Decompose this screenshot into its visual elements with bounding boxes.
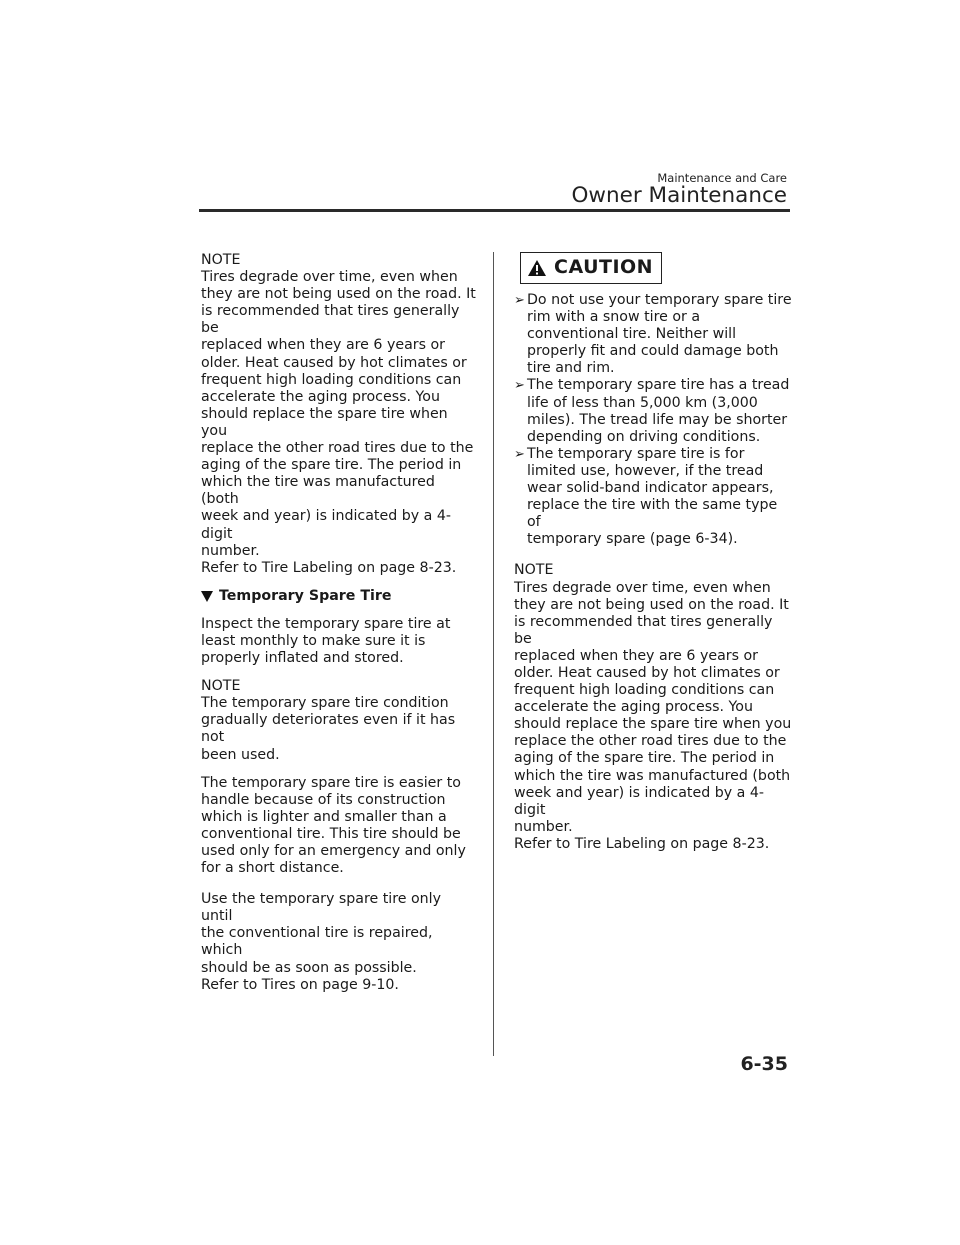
note-label: NOTE — [201, 678, 241, 695]
page-title: Owner Maintenance — [571, 183, 787, 208]
text-line: The temporary spare tire is for — [527, 445, 745, 462]
text-line: been used. — [201, 746, 280, 763]
text-line: Inspect the temporary spare tire at — [201, 615, 451, 632]
caution-label: CAUTION — [554, 256, 654, 279]
note-text — [514, 580, 793, 854]
text-line: replaced when they are 6 years or — [514, 647, 759, 664]
arrow-bullet-icon: ➢ — [514, 446, 525, 462]
note-label: NOTE — [514, 562, 554, 579]
text-line: replace the tire with the same type of — [527, 497, 778, 531]
text-line: wear solid-band indicator appears, — [527, 480, 774, 497]
text-line: they are not being used on the road. It — [201, 286, 476, 303]
text-line: aging of the spare tire. The period in — [201, 457, 462, 474]
text-line: older. Heat caused by hot climates or — [201, 354, 467, 371]
text-line: properly fit and could damage both — [527, 343, 779, 360]
text-line: aging of the spare tire. The period in — [514, 750, 775, 767]
cross-reference-link[interactable]: Refer to Tire Labeling on page 8-23. — [201, 559, 457, 576]
text-line: accelerate the aging process. You — [201, 388, 440, 405]
text-line: replace the other road tires due to the — [201, 440, 474, 457]
note-text — [201, 269, 476, 577]
text-line: for a short distance. — [201, 860, 344, 877]
text-line: number. — [514, 818, 573, 835]
text-line: Tires degrade over time, even when — [514, 579, 771, 596]
text-line: is recommended that tires generally be — [201, 303, 460, 337]
cross-reference-link[interactable]: Refer to Tire Labeling on page 8-23. — [514, 835, 770, 852]
list-item — [514, 292, 793, 377]
text-line: properly inflated and stored. — [201, 650, 404, 667]
text-line: Tires degrade over time, even when — [201, 269, 458, 286]
text-line: should replace the spare tire when you — [201, 405, 448, 439]
text-line: least monthly to make sure it is — [201, 632, 426, 649]
text-line: handle because of its construction — [201, 791, 446, 808]
warning-icon — [527, 259, 547, 277]
triangle-down-icon — [201, 591, 213, 602]
caution-list — [514, 292, 793, 548]
text-line: The temporary spare tire is easier to — [201, 774, 461, 791]
header-rule — [199, 209, 790, 212]
left-column — [201, 252, 476, 994]
text-line: accelerate the aging process. You — [514, 699, 753, 716]
text-line: replace the other road tires due to the — [514, 733, 787, 750]
note-text — [201, 695, 476, 763]
text-line: which the tire was manufactured (both — [201, 474, 435, 508]
paragraph — [201, 616, 476, 667]
text-line: number. — [201, 542, 260, 559]
text-line: used only for an emergency and only — [201, 843, 466, 859]
arrow-bullet-icon: ➢ — [514, 293, 525, 308]
text-line: The temporary spare tire condition — [201, 695, 449, 712]
subheading-text: Temporary Spare Tire — [219, 587, 392, 604]
subheading — [201, 588, 476, 605]
text-line: week and year) is indicated by a 4-digit — [201, 508, 451, 542]
text-line: Use the temporary spare tire only until — [201, 891, 441, 925]
paragraph — [201, 775, 476, 878]
note-label: NOTE — [201, 252, 241, 268]
cross-reference-link[interactable]: Refer to Tires on page 9-10. — [201, 976, 399, 993]
text-line: frequent high loading conditions can — [201, 371, 462, 388]
text-line: week and year) is indicated by a 4-digit — [514, 784, 764, 818]
list-item — [514, 446, 793, 549]
text-line: the conventional tire is repaired, which — [201, 925, 433, 959]
text-line: tire and rim. — [527, 360, 615, 377]
text-line: gradually deteriorates even if it has not — [201, 712, 456, 746]
paragraph — [201, 891, 476, 994]
right-column — [514, 252, 793, 853]
text-line: conventional tire. Neither will — [527, 326, 737, 343]
caution-banner — [520, 252, 662, 284]
arrow-bullet-icon: ➢ — [514, 378, 525, 394]
text-line: Do not use your temporary spare tire — [527, 292, 792, 308]
column-divider — [493, 252, 494, 1056]
text-line: should be as soon as possible. — [201, 959, 417, 976]
text-line: which is lighter and smaller than a — [201, 808, 447, 825]
page-number: 6-35 — [740, 1053, 788, 1075]
text-line: they are not being used on the road. It — [514, 596, 789, 613]
text-line: older. Heat caused by hot climates or — [514, 664, 780, 681]
text-line: which the tire was manufactured (both — [514, 767, 791, 784]
text-line: limited use, however, if the tread — [527, 462, 764, 479]
text-line: frequent high loading conditions can — [514, 682, 775, 699]
cross-reference-link[interactable]: temporary spare (page 6-34). — [527, 531, 738, 548]
text-line: miles). The tread life may be shorter — [527, 411, 788, 428]
text-line: rim with a snow tire or a — [527, 309, 701, 326]
text-line: The temporary spare tire has a tread — [527, 377, 790, 394]
list-item — [514, 377, 793, 445]
text-line: should replace the spare tire when you — [514, 716, 792, 733]
text-line: is recommended that tires generally be — [514, 613, 773, 647]
text-line: replaced when they are 6 years or — [201, 337, 446, 354]
text-line: life of less than 5,000 km (3,000 — [527, 394, 758, 411]
section-label: Maintenance and Care — [657, 171, 787, 185]
text-line: depending on driving conditions. — [527, 428, 761, 445]
text-line: conventional tire. This tire should be — [201, 825, 461, 842]
